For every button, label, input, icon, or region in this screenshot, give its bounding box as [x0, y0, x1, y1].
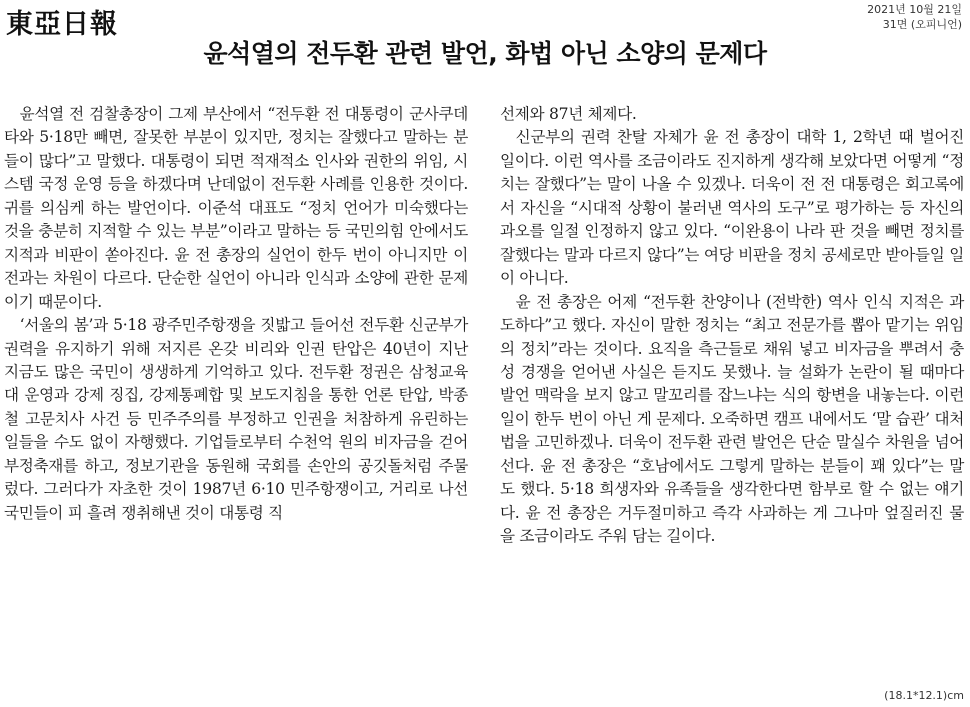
editorial-headline: 윤석열의 전두환 관련 발언, 화법 아닌 소양의 문제다: [203, 39, 767, 68]
newspaper-masthead: 東亞日報: [6, 9, 118, 40]
article-meta: [867, 2, 962, 32]
clipping-size-note: (18.1*12.1)cm: [884, 689, 964, 702]
body-paragraph: 윤석열 전 검찰총장이 그제 부산에서 “전두환 전 대통령이 군사쿠데타와 5·18만 빼면, 잘못한 부분이 있지만, 정치는 잘했다고 말하는 분들이 많다”고 말했다. 대통령이 되면 적재적소 인사와 권한의 위임, 시스템 국정 운영 등을 하겠다며 난데없이 전두환 사례를 인용한 것이다. 귀를 의심케 하는 발언이다. 이준석 대표도 “정치 언어가 미숙했다는 것을 충분히 지적할 수 있는 부분”이라고 말하는 등 국민의힘 안에서도 지적과 비판이 쏟아진다. 윤 전 총장의 실언이 한두 번이 아니지만 이전과는 차원이 다르다. 단순한 실언이 아니라 인식과 소양에 관한 문제이기 때문이다.: [4, 105, 468, 311]
body-paragraph: 신군부의 권력 찬탈 자체가 윤 전 총장이 대학 1, 2학년 때 벌어진 일이다. 이런 역사를 조금이라도 진지하게 생각해 보았다면 어떻게 “정치는 잘했다”는 말이 나올 수 있겠나. 더욱이 전 전 대통령은 회고록에서 자신을 “시대적 상황이 불러낸 역사의 도구”로 평가하는 등 자신의 과오를 일절 인정하지 않고 있다. “이완용이 나라 판 것을 빼면 정치를 잘했다는 말과 다르지 않다”는 여당 비판을 정치 공세로만 받아들일 일이 아니다.: [500, 128, 964, 288]
publication-date: 2021년 10월 21일: [867, 3, 962, 16]
body-paragraph: 윤 전 총장은 어제 “전두환 찬양이나 (전박한) 역사 인식 지적은 과도하다”고 했다. 자신이 말한 정치는 “최고 전문가를 뽑아 맡기는 위임의 정치”라는 것이다. 요직을 측근들로 채워 넣고 비자금을 뿌려서 충성 경쟁을 얻어낸 사실은 듣지도 못했나. 늘 설화가 논란이 될 때마다 발언 맥락을 보지 않고 말꼬리를 잡느냐는 식의 항변을 내놓는다. 이런 일이 한두 번이 아닌 게 문제다. 오죽하면 캠프 내에서도 ‘말 습관’ 대처법을 고민하겠나. 더욱이 전두환 관련 발언은 단순 말실수 차원을 넘어선다. 윤 전 총장은 “호남에서도 그렇게 말하는 분들이 꽤 있다”는 말도 했다. 5·18 희생자와 유족들을 생각한다면 함부로 할 수 없는 얘기다. 윤 전 총장은 거두절미하고 즉각 사과하는 게 그나마 엎질러진 물을 조금이라도 주워 담는 길이다.: [500, 292, 964, 546]
body-paragraph-continuation: 선제와 87년 체제다.: [500, 105, 637, 123]
page-section: 31면 (오피니언): [882, 18, 962, 31]
body-paragraph: ‘서울의 봄’과 5·18 광주민주항쟁을 짓밟고 들어선 전두환 신군부가 권력을 유지하기 위해 저지른 온갖 비리와 인권 탄압은 40년이 지난 지금도 많은 국민이 생생하게 기억하고 있다. 전두환 정권은 삼청교육대 운영과 강제 징집, 강제통폐합 및 보도지침을 통한 언론 탄압, 박종철 고문치사 사건 등 민주주의를 부정하고 인권을 처참하게 유린하는 일들을 수도 없이 자행했다. 기업들로부터 수천억 원의 비자금을 걷어 부정축재를 하고, 정보기관을 동원해 국회를 손안의 공깃돌처럼 주물렀다. 그러다가 자초한 것이 1987년 6·10 민주항쟁이고, 거리로 나선 국민들이 피 흘려 쟁취해낸 것이 대통령 직: [4, 316, 468, 522]
body-column-right: [500, 103, 964, 549]
body-column-left: [4, 103, 468, 525]
